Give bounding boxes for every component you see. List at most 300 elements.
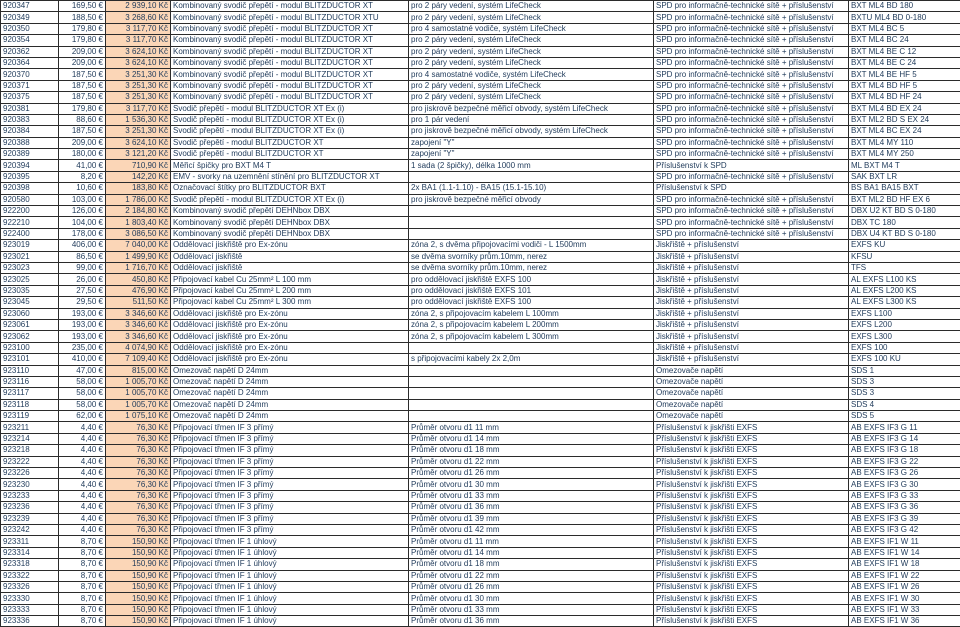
article-number-cell: 920580 xyxy=(1,194,59,205)
product-code-cell: AB EXFS IF3 G 11 xyxy=(849,422,960,433)
product-name-cell: Svodič přepětí - modul BLITZDUCTOR XT Ex (i) xyxy=(171,126,409,137)
article-number-cell: 923116 xyxy=(1,376,59,387)
price-czk-cell: 3 346,60 Kč xyxy=(106,308,171,319)
table-row xyxy=(1,103,960,114)
table-row xyxy=(1,354,960,365)
table-row xyxy=(1,35,960,46)
product-code-cell: BXT ML4 BD HF 24 xyxy=(849,92,960,103)
article-number-cell: 923242 xyxy=(1,524,59,535)
price-eur-cell: 235,00 € xyxy=(59,342,106,353)
table-row xyxy=(1,479,960,490)
category-cell: Příslušenství k jiskřišti EXFS xyxy=(654,490,849,501)
price-eur-cell: 4,40 € xyxy=(59,479,106,490)
price-czk-cell: 150,90 Kč xyxy=(106,547,171,558)
description-cell: Průměr otvoru d1 11 mm xyxy=(409,422,654,433)
article-number-cell: 920354 xyxy=(1,35,59,46)
price-czk-cell: 710,90 Kč xyxy=(106,160,171,171)
product-name-cell: Oddělovací jiskřiště pro Ex-zónu xyxy=(171,342,409,353)
category-cell: SPD pro informačně-technické sítě + příslušenství xyxy=(654,137,849,148)
article-number-cell: 920370 xyxy=(1,69,59,80)
price-czk-cell: 3 121,20 Kč xyxy=(106,149,171,160)
price-czk-cell: 3 251,30 Kč xyxy=(106,92,171,103)
product-code-cell: AB EXFS IF3 G 14 xyxy=(849,433,960,444)
product-name-cell: Označovací štítky pro BLITZDUCTOR BXT xyxy=(171,183,409,194)
article-number-cell: 923330 xyxy=(1,593,59,604)
table-row xyxy=(1,547,960,558)
category-cell: Jiskřiště + příslušenství xyxy=(654,285,849,296)
table-row xyxy=(1,46,960,57)
table-row xyxy=(1,524,960,535)
price-eur-cell: 4,40 € xyxy=(59,513,106,524)
article-number-cell: 923222 xyxy=(1,456,59,467)
product-code-cell: SDS 4 xyxy=(849,399,960,410)
price-eur-cell: 58,00 € xyxy=(59,399,106,410)
category-cell: Jiskřiště + příslušenství xyxy=(654,308,849,319)
description-cell: Průměr otvoru d1 11 mm xyxy=(409,536,654,547)
description-cell: Průměr otvoru d1 26 mm xyxy=(409,468,654,479)
table-row xyxy=(1,171,960,182)
price-eur-cell: 209,00 € xyxy=(59,46,106,57)
table-row xyxy=(1,331,960,342)
price-eur-cell: 8,70 € xyxy=(59,536,106,547)
price-czk-cell: 76,30 Kč xyxy=(106,445,171,456)
product-code-cell: EXFS L100 xyxy=(849,308,960,319)
description-cell: Průměr otvoru d1 18 mm xyxy=(409,445,654,456)
product-name-cell: Svodič přepětí - modul BLITZDUCTOR XT xyxy=(171,137,409,148)
article-number-cell: 923226 xyxy=(1,468,59,479)
product-code-cell: BS BA1 BA15 BXT xyxy=(849,183,960,194)
category-cell: Omezovače napětí xyxy=(654,365,849,376)
product-name-cell: Připojovací třmen IF 1 úhlový xyxy=(171,559,409,570)
category-cell: SPD pro informačně-technické sítě + příslušenství xyxy=(654,12,849,23)
article-number-cell: 923336 xyxy=(1,616,59,627)
category-cell: Omezovače napětí xyxy=(654,376,849,387)
article-number-cell: 920371 xyxy=(1,80,59,91)
category-cell: SPD pro informačně-technické sítě + příslušenství xyxy=(654,80,849,91)
description-cell: Průměr otvoru d1 22 mm xyxy=(409,456,654,467)
product-name-cell: Svodič přepětí - modul BLITZDUCTOR XT Ex (i) xyxy=(171,114,409,125)
price-eur-cell: 8,70 € xyxy=(59,604,106,615)
price-eur-cell: 8,70 € xyxy=(59,616,106,627)
table-row xyxy=(1,468,960,479)
price-eur-cell: 209,00 € xyxy=(59,137,106,148)
product-code-cell: AB EXFS IF1 W 22 xyxy=(849,570,960,581)
price-eur-cell: 4,40 € xyxy=(59,422,106,433)
article-number-cell: 920395 xyxy=(1,171,59,182)
description-cell: Průměr otvoru d1 18 mm xyxy=(409,559,654,570)
description-cell: Průměr otvoru d1 30 mm xyxy=(409,593,654,604)
product-code-cell: AB EXFS IF1 W 33 xyxy=(849,604,960,615)
product-code-cell: SAK BXT LR xyxy=(849,171,960,182)
price-eur-cell: 41,00 € xyxy=(59,160,106,171)
description-cell: Průměr otvoru d1 42 mm xyxy=(409,524,654,535)
description-cell: se dvěma svorníky prům.10mm, nerez xyxy=(409,251,654,262)
description-cell: Průměr otvoru d1 39 mm xyxy=(409,513,654,524)
product-name-cell: Svodič přepětí - modul BLITZDUCTOR XT Ex (i) xyxy=(171,103,409,114)
price-eur-cell: 99,00 € xyxy=(59,262,106,273)
category-cell: SPD pro informačně-technické sítě + příslušenství xyxy=(654,206,849,217)
description-cell: Průměr otvoru d1 30 mm xyxy=(409,479,654,490)
table-row xyxy=(1,456,960,467)
product-name-cell: Oddělovací jiskřiště pro Ex-zónu xyxy=(171,354,409,365)
price-czk-cell: 183,80 Kč xyxy=(106,183,171,194)
product-code-cell: AB EXFS IF3 G 33 xyxy=(849,490,960,501)
description-cell: pro 2 páry vedení, systém LifeCheck xyxy=(409,80,654,91)
category-cell: SPD pro informačně-technické sítě + příslušenství xyxy=(654,114,849,125)
category-cell: Příslušenství k jiskřišti EXFS xyxy=(654,479,849,490)
description-cell: Průměr otvoru d1 14 mm xyxy=(409,433,654,444)
price-eur-cell: 4,40 € xyxy=(59,445,106,456)
price-eur-cell: 27,50 € xyxy=(59,285,106,296)
category-cell: Příslušenství k jiskřišti EXFS xyxy=(654,468,849,479)
price-czk-cell: 142,20 Kč xyxy=(106,171,171,182)
product-code-cell: AB EXFS IF1 W 26 xyxy=(849,581,960,592)
table-row xyxy=(1,274,960,285)
table-row xyxy=(1,399,960,410)
product-code-cell: AB EXFS IF1 W 30 xyxy=(849,593,960,604)
category-cell: Jiskřiště + příslušenství xyxy=(654,274,849,285)
article-number-cell: 923019 xyxy=(1,240,59,251)
price-czk-cell: 1 005,70 Kč xyxy=(106,399,171,410)
article-number-cell: 923236 xyxy=(1,502,59,513)
article-number-cell: 922400 xyxy=(1,228,59,239)
table-row xyxy=(1,297,960,308)
product-name-cell: Připojovací třmen IF 1 úhlový xyxy=(171,593,409,604)
category-cell: SPD pro informačně-technické sítě + příslušenství xyxy=(654,103,849,114)
price-eur-cell: 178,00 € xyxy=(59,228,106,239)
description-cell: Průměr otvoru d1 33 mm xyxy=(409,490,654,501)
category-cell: SPD pro informačně-technické sítě + příslušenství xyxy=(654,171,849,182)
product-name-cell: Kombinovaný svodič přepětí - modul BLITZDUCTOR XTU xyxy=(171,12,409,23)
category-cell: SPD pro informačně-technické sítě + příslušenství xyxy=(654,217,849,228)
product-code-cell: BXT ML4 MY 250 xyxy=(849,149,960,160)
product-name-cell: Oddělovací jiskřiště xyxy=(171,251,409,262)
table-row xyxy=(1,433,960,444)
table-row xyxy=(1,445,960,456)
product-name-cell: Připojovací třmen IF 3 přímý xyxy=(171,445,409,456)
product-name-cell: Omezovač napětí D 24mm xyxy=(171,388,409,399)
product-name-cell: Připojovací třmen IF 3 přímý xyxy=(171,456,409,467)
article-number-cell: 923110 xyxy=(1,365,59,376)
product-code-cell: AB EXFS IF3 G 42 xyxy=(849,524,960,535)
article-number-cell: 923314 xyxy=(1,547,59,558)
description-cell: zóna 2, s připojovacím kabelem L 200mm xyxy=(409,319,654,330)
table-row xyxy=(1,604,960,615)
description-cell: Průměr otvoru d1 22 mm xyxy=(409,570,654,581)
product-name-cell: Připojovací třmen IF 3 přímý xyxy=(171,433,409,444)
table-row xyxy=(1,536,960,547)
article-number-cell: 923025 xyxy=(1,274,59,285)
article-number-cell: 920375 xyxy=(1,92,59,103)
product-code-cell: EXFS 100 xyxy=(849,342,960,353)
category-cell: Příslušenství k jiskřišti EXFS xyxy=(654,536,849,547)
price-eur-cell: 193,00 € xyxy=(59,331,106,342)
category-cell: SPD pro informačně-technické sítě + příslušenství xyxy=(654,1,849,12)
category-cell: Příslušenství k jiskřišti EXFS xyxy=(654,559,849,570)
price-czk-cell: 3 251,30 Kč xyxy=(106,126,171,137)
product-name-cell: Omezovač napětí D 24mm xyxy=(171,365,409,376)
price-czk-cell: 76,30 Kč xyxy=(106,422,171,433)
price-czk-cell: 7 109,40 Kč xyxy=(106,354,171,365)
category-cell: Příslušenství k jiskřišti EXFS xyxy=(654,433,849,444)
price-eur-cell: 179,80 € xyxy=(59,23,106,34)
price-czk-cell: 150,90 Kč xyxy=(106,570,171,581)
table-row xyxy=(1,593,960,604)
table-row xyxy=(1,12,960,23)
price-eur-cell: 4,40 € xyxy=(59,433,106,444)
article-number-cell: 922200 xyxy=(1,206,59,217)
article-number-cell: 923333 xyxy=(1,604,59,615)
product-name-cell: Měřicí špičky pro BXT M4 T xyxy=(171,160,409,171)
category-cell: Příslušenství k jiskřišti EXFS xyxy=(654,524,849,535)
category-cell: Jiskřiště + příslušenství xyxy=(654,262,849,273)
description-cell: zóna 2, s dvěma připojovacími vodiči - L 1500mm xyxy=(409,240,654,251)
table-row xyxy=(1,217,960,228)
price-czk-cell: 76,30 Kč xyxy=(106,524,171,535)
description-cell: Průměr otvoru d1 14 mm xyxy=(409,547,654,558)
article-number-cell: 923311 xyxy=(1,536,59,547)
description-cell: pro 2 páry vedení, systém LifeCheck xyxy=(409,46,654,57)
price-eur-cell: 8,70 € xyxy=(59,570,106,581)
table-row xyxy=(1,365,960,376)
category-cell: Příslušenství k jiskřišti EXFS xyxy=(654,570,849,581)
product-name-cell: Připojovací kabel Cu 25mm² L 100 mm xyxy=(171,274,409,285)
price-czk-cell: 76,30 Kč xyxy=(106,456,171,467)
product-code-cell: AB EXFS IF3 G 26 xyxy=(849,468,960,479)
article-number-cell: 923100 xyxy=(1,342,59,353)
description-cell: pro 2 páry vedení, systém LifeCheck xyxy=(409,92,654,103)
article-number-cell: 923326 xyxy=(1,581,59,592)
product-name-cell: Připojovací třmen IF 3 přímý xyxy=(171,468,409,479)
product-name-cell: Připojovací třmen IF 3 přímý xyxy=(171,513,409,524)
product-code-cell: AB EXFS IF1 W 18 xyxy=(849,559,960,570)
product-code-cell: AB EXFS IF3 G 22 xyxy=(849,456,960,467)
price-czk-cell: 4 074,90 Kč xyxy=(106,342,171,353)
product-name-cell: Připojovací třmen IF 3 přímý xyxy=(171,422,409,433)
product-name-cell: Kombinovaný svodič přepětí - modul BLITZDUCTOR XT xyxy=(171,23,409,34)
product-name-cell: Kombinovaný svodič přepětí DEHNbox DBX xyxy=(171,217,409,228)
description-cell: Průměr otvoru d1 33 mm xyxy=(409,604,654,615)
product-code-cell: AB EXFS IF3 G 18 xyxy=(849,445,960,456)
product-code-cell: AB EXFS IF3 G 36 xyxy=(849,502,960,513)
table-row xyxy=(1,92,960,103)
price-czk-cell: 7 040,00 Kč xyxy=(106,240,171,251)
table-row xyxy=(1,388,960,399)
price-czk-cell: 450,80 Kč xyxy=(106,274,171,285)
price-czk-cell: 76,30 Kč xyxy=(106,490,171,501)
price-eur-cell: 8,70 € xyxy=(59,547,106,558)
article-number-cell: 923060 xyxy=(1,308,59,319)
table-row xyxy=(1,228,960,239)
price-eur-cell: 8,70 € xyxy=(59,593,106,604)
description-cell: pro oddělovací jiskřiště EXFS 100 xyxy=(409,274,654,285)
article-number-cell: 923035 xyxy=(1,285,59,296)
product-name-cell: Svodič přepětí - modul BLITZDUCTOR XT Ex (i) xyxy=(171,194,409,205)
product-name-cell: Kombinovaný svodič přepětí - modul BLITZDUCTOR XT xyxy=(171,46,409,57)
product-code-cell: EXFS L300 xyxy=(849,331,960,342)
description-cell: pro 2 páry vedení, systém LifeCheck xyxy=(409,35,654,46)
article-number-cell: 920350 xyxy=(1,23,59,34)
price-eur-cell: 4,40 € xyxy=(59,468,106,479)
price-eur-cell: 179,80 € xyxy=(59,103,106,114)
product-name-cell: Připojovací třmen IF 3 přímý xyxy=(171,490,409,501)
product-code-cell: BXT ML4 BD HF 5 xyxy=(849,80,960,91)
price-eur-cell: 8,70 € xyxy=(59,559,106,570)
category-cell: SPD pro informačně-technické sítě + příslušenství xyxy=(654,92,849,103)
description-cell: pro jiskrově bezpečné měřicí obvody xyxy=(409,194,654,205)
description-cell: zóna 2, s připojovacím kabelem L 300mm xyxy=(409,331,654,342)
price-czk-cell: 3 117,70 Kč xyxy=(106,103,171,114)
product-code-cell: DBX U4 KT BD S 0-180 xyxy=(849,228,960,239)
article-number-cell: 923214 xyxy=(1,433,59,444)
price-czk-cell: 1 005,70 Kč xyxy=(106,388,171,399)
category-cell: SPD pro informačně-technické sítě + příslušenství xyxy=(654,69,849,80)
product-code-cell: SDS 1 xyxy=(849,365,960,376)
price-czk-cell: 3 251,30 Kč xyxy=(106,69,171,80)
price-eur-cell: 86,50 € xyxy=(59,251,106,262)
price-eur-cell: 29,50 € xyxy=(59,297,106,308)
article-number-cell: 920383 xyxy=(1,114,59,125)
description-cell: zapojení "Y" xyxy=(409,149,654,160)
table-row xyxy=(1,616,960,627)
article-number-cell: 920398 xyxy=(1,183,59,194)
description-cell xyxy=(409,206,654,217)
product-name-cell: Omezovač napětí D 24mm xyxy=(171,399,409,410)
price-eur-cell: 26,00 € xyxy=(59,274,106,285)
article-number-cell: 920389 xyxy=(1,149,59,160)
category-cell: Jiskřiště + příslušenství xyxy=(654,331,849,342)
product-code-cell: EXFS L200 xyxy=(849,319,960,330)
price-eur-cell: 193,00 € xyxy=(59,319,106,330)
price-eur-cell: 8,20 € xyxy=(59,171,106,182)
table-row xyxy=(1,69,960,80)
price-czk-cell: 150,90 Kč xyxy=(106,581,171,592)
table-row xyxy=(1,80,960,91)
table-row xyxy=(1,319,960,330)
description-cell xyxy=(409,171,654,182)
product-name-cell: Připojovací třmen IF 1 úhlový xyxy=(171,547,409,558)
article-number-cell: 923062 xyxy=(1,331,59,342)
article-number-cell: 920364 xyxy=(1,57,59,68)
price-czk-cell: 1 536,30 Kč xyxy=(106,114,171,125)
product-code-cell: AL EXFS L100 KS xyxy=(849,274,960,285)
product-name-cell: Kombinovaný svodič přepětí - modul BLITZDUCTOR XT xyxy=(171,92,409,103)
description-cell: Průměr otvoru d1 36 mm xyxy=(409,616,654,627)
description-cell xyxy=(409,399,654,410)
article-number-cell: 920388 xyxy=(1,137,59,148)
price-czk-cell: 150,90 Kč xyxy=(106,604,171,615)
category-cell: Jiskřiště + příslušenství xyxy=(654,354,849,365)
product-code-cell: SDS 5 xyxy=(849,411,960,422)
price-czk-cell: 1 005,70 Kč xyxy=(106,376,171,387)
product-name-cell: Připojovací třmen IF 3 přímý xyxy=(171,479,409,490)
description-cell: 2x BA1 (1.1-1.10) - BA15 (15.1-15.10) xyxy=(409,183,654,194)
price-eur-cell: 193,00 € xyxy=(59,308,106,319)
category-cell: Příslušenství k jiskřišti EXFS xyxy=(654,581,849,592)
product-code-cell: BXT ML4 BE HF 5 xyxy=(849,69,960,80)
price-eur-cell: 187,50 € xyxy=(59,69,106,80)
description-cell: pro 2 páry vedení, systém LifeCheck xyxy=(409,12,654,23)
product-name-cell: Kombinovaný svodič přepětí - modul BLITZDUCTOR XT xyxy=(171,1,409,12)
price-czk-cell: 1 075,10 Kč xyxy=(106,411,171,422)
article-number-cell: 923322 xyxy=(1,570,59,581)
category-cell: Příslušenství k jiskřišti EXFS xyxy=(654,547,849,558)
category-cell: SPD pro informačně-technické sítě + příslušenství xyxy=(654,228,849,239)
product-name-cell: Připojovací třmen IF 1 úhlový xyxy=(171,581,409,592)
article-number-cell: 923211 xyxy=(1,422,59,433)
article-number-cell: 923021 xyxy=(1,251,59,262)
description-cell xyxy=(409,365,654,376)
description-cell: 1 sada (2 špičky), délka 1000 mm xyxy=(409,160,654,171)
price-czk-cell: 3 346,60 Kč xyxy=(106,331,171,342)
price-czk-cell: 3 624,10 Kč xyxy=(106,57,171,68)
product-code-cell: TFS xyxy=(849,262,960,273)
product-name-cell: Připojovací třmen IF 3 přímý xyxy=(171,524,409,535)
table-row xyxy=(1,126,960,137)
price-eur-cell: 4,40 € xyxy=(59,524,106,535)
category-cell: Příslušenství k jiskřišti EXFS xyxy=(654,593,849,604)
article-number-cell: 920347 xyxy=(1,1,59,12)
table-row xyxy=(1,194,960,205)
price-czk-cell: 1 716,70 Kč xyxy=(106,262,171,273)
category-cell: SPD pro informačně-technické sítě + příslušenství xyxy=(654,126,849,137)
category-cell: Příslušenství k jiskřišti EXFS xyxy=(654,616,849,627)
description-cell: pro 2 páry vedení, systém LifeCheck xyxy=(409,1,654,12)
product-code-cell: BXT ML4 BD EX 24 xyxy=(849,103,960,114)
description-cell: zapojení "Y" xyxy=(409,137,654,148)
product-code-cell: KFSU xyxy=(849,251,960,262)
price-eur-cell: 187,50 € xyxy=(59,126,106,137)
table-row xyxy=(1,422,960,433)
table-row xyxy=(1,137,960,148)
price-eur-cell: 188,50 € xyxy=(59,12,106,23)
price-eur-cell: 10,60 € xyxy=(59,183,106,194)
table-row xyxy=(1,251,960,262)
category-cell: Příslušenství k SPD xyxy=(654,160,849,171)
product-name-cell: Připojovací kabel Cu 25mm² L 300 mm xyxy=(171,297,409,308)
price-czk-cell: 511,50 Kč xyxy=(106,297,171,308)
price-czk-cell: 3 268,60 Kč xyxy=(106,12,171,23)
price-czk-cell: 1 786,00 Kč xyxy=(106,194,171,205)
price-czk-cell: 3 251,30 Kč xyxy=(106,80,171,91)
description-cell: pro 4 samostatné vodiče, systém LifeCheck xyxy=(409,23,654,34)
price-czk-cell: 3 346,60 Kč xyxy=(106,319,171,330)
price-czk-cell: 150,90 Kč xyxy=(106,616,171,627)
table-row xyxy=(1,160,960,171)
table-row xyxy=(1,285,960,296)
product-code-cell: BXT ML4 BE C 12 xyxy=(849,46,960,57)
article-number-cell: 920394 xyxy=(1,160,59,171)
price-czk-cell: 815,00 Kč xyxy=(106,365,171,376)
article-number-cell: 922210 xyxy=(1,217,59,228)
description-cell xyxy=(409,388,654,399)
product-code-cell: AB EXFS IF3 G 30 xyxy=(849,479,960,490)
price-czk-cell: 76,30 Kč xyxy=(106,502,171,513)
table-row xyxy=(1,240,960,251)
price-eur-cell: 104,00 € xyxy=(59,217,106,228)
product-code-cell: SDS 3 xyxy=(849,388,960,399)
category-cell: SPD pro informačně-technické sítě + příslušenství xyxy=(654,194,849,205)
article-number-cell: 923239 xyxy=(1,513,59,524)
description-cell: pro 2 páry vedení, systém LifeCheck xyxy=(409,57,654,68)
price-list-body xyxy=(1,1,960,627)
product-name-cell: Oddělovací jiskřiště pro Ex-zónu xyxy=(171,308,409,319)
category-cell: SPD pro informačně-technické sítě + příslušenství xyxy=(654,23,849,34)
table-row xyxy=(1,114,960,125)
product-name-cell: Oddělovací jiskřiště pro Ex-zónu xyxy=(171,240,409,251)
product-name-cell: Svodič přepětí - modul BLITZDUCTOR XT xyxy=(171,149,409,160)
category-cell: Příslušenství k jiskřišti EXFS xyxy=(654,502,849,513)
